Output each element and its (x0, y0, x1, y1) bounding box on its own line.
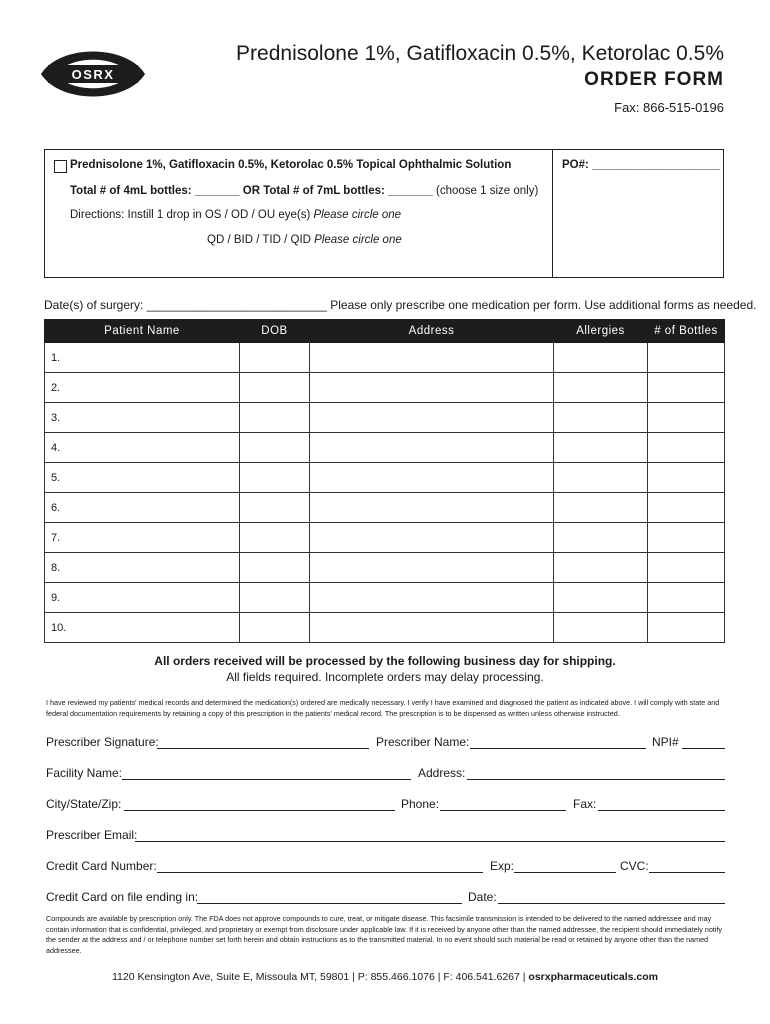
allergies-cell[interactable] (554, 583, 648, 613)
circle-note: Please circle one (313, 209, 402, 221)
dob-cell[interactable] (240, 613, 310, 643)
bottles-cell[interactable] (648, 493, 725, 523)
date-label: Date: (468, 890, 497, 904)
allergies-cell[interactable] (554, 433, 648, 463)
allergies-cell[interactable] (554, 613, 648, 643)
directions (70, 209, 401, 221)
allergies-cell[interactable] (554, 463, 648, 493)
patient-name-cell[interactable]: 7. (45, 523, 240, 553)
patient-name-cell[interactable]: 6. (45, 493, 240, 523)
table-row (45, 553, 725, 583)
allergies-cell[interactable] (554, 343, 648, 373)
facility-label: Facility Name: (46, 766, 123, 780)
circle-note-2: Please circle one (314, 234, 402, 246)
cc-file-label: Credit Card on file ending in: (46, 890, 199, 904)
address-cell[interactable] (310, 403, 554, 433)
fax-number: Fax: 866-515-0196 (614, 100, 724, 115)
address-label: Address: (418, 766, 466, 780)
table-row (45, 403, 725, 433)
dob-cell[interactable] (240, 343, 310, 373)
table-row (45, 583, 725, 613)
order-box (44, 149, 724, 278)
npi-label: NPI# (652, 735, 679, 749)
cc-file-field[interactable] (197, 903, 462, 904)
choose-note: (choose 1 size only) (436, 185, 539, 197)
email-field[interactable] (135, 841, 725, 842)
surgery-date-field[interactable]: Date(s) of surgery: ___________________________ (44, 298, 327, 312)
table-row (45, 463, 725, 493)
one-medication-note: Please only prescribe one medication per form. Use additional forms as needed. (330, 298, 757, 312)
date-field[interactable] (498, 903, 725, 904)
patient-name-cell[interactable]: 3. (45, 403, 240, 433)
header-dob: DOB (240, 320, 310, 343)
required-notice: All fields required. Incomplete orders may delay processing. (226, 670, 544, 684)
bottles-cell[interactable] (648, 343, 725, 373)
footer-website-link[interactable]: osrxpharmaceuticals.com (528, 971, 658, 983)
bottles-cell[interactable] (648, 403, 725, 433)
address-cell[interactable] (310, 583, 554, 613)
frequency (207, 234, 402, 246)
dob-cell[interactable] (240, 493, 310, 523)
fax-label: Fax: (573, 797, 597, 811)
frequency-options[interactable]: QD / BID / TID / QID (207, 234, 311, 246)
bottles-cell[interactable] (648, 433, 725, 463)
dob-cell[interactable] (240, 373, 310, 403)
exp-field[interactable] (514, 872, 616, 873)
dob-cell[interactable] (240, 583, 310, 613)
patient-name-cell[interactable]: 2. (45, 373, 240, 403)
osrx-logo (38, 38, 148, 110)
product-checkbox[interactable] (54, 160, 67, 173)
bottles-cell[interactable] (648, 583, 725, 613)
table-row (45, 433, 725, 463)
form-title: Prednisolone 1%, Gatifloxacin 0.5%, Ketorolac 0.5% (236, 42, 724, 65)
address-cell[interactable] (310, 373, 554, 403)
address-cell[interactable] (310, 433, 554, 463)
address-field[interactable] (467, 779, 725, 780)
total-7ml-field[interactable]: OR Total # of 7mL bottles: _______ (242, 185, 433, 197)
header-bottles: # of Bottles (648, 320, 725, 343)
city-label: City/State/Zip: (46, 797, 122, 811)
directions-label[interactable]: Directions: Instill 1 drop in OS / OD / OU eye(s) (70, 209, 311, 221)
signature-field[interactable] (157, 748, 369, 749)
email-label: Prescriber Email: (46, 828, 138, 842)
allergies-cell[interactable] (554, 493, 648, 523)
patient-table (44, 319, 725, 643)
table-row (45, 523, 725, 553)
po-number-field[interactable]: PO#: ____________________ (562, 159, 720, 171)
patient-name-cell[interactable]: 1. (45, 343, 240, 373)
address-cell[interactable] (310, 463, 554, 493)
order-box-divider (552, 150, 553, 277)
table-row (45, 343, 725, 373)
cc-number-field[interactable] (157, 872, 483, 873)
fax-field[interactable] (598, 810, 725, 811)
dob-cell[interactable] (240, 463, 310, 493)
table-row (45, 613, 725, 643)
allergies-cell[interactable] (554, 523, 648, 553)
address-cell[interactable] (310, 613, 554, 643)
patient-name-cell[interactable]: 10. (45, 613, 240, 643)
address-cell[interactable] (310, 523, 554, 553)
bottles-cell[interactable] (648, 463, 725, 493)
signature-label: Prescriber Signature: (46, 735, 159, 749)
patient-name-cell[interactable]: 4. (45, 433, 240, 463)
table-row (45, 493, 725, 523)
address-cell[interactable] (310, 553, 554, 583)
allergies-cell[interactable] (554, 403, 648, 433)
phone-label: Phone: (401, 797, 440, 811)
processing-notice: All orders received will be processed by the following business day for shipping. (154, 654, 616, 668)
dob-cell[interactable] (240, 433, 310, 463)
attestation-text: I have reviewed my patients' medical records and determined the medication(s) ordered are medically necessary. I verify I have examined and diagnosed the patient as indicated above. I will comply with state and federal documentation requirements by retaining a copy of this prescription in the patients' medical record. The prescription is to be dispensed as written unless otherwise instructed. (46, 698, 720, 718)
surgery-line (44, 298, 756, 312)
dob-cell[interactable] (240, 523, 310, 553)
address-cell[interactable] (310, 343, 554, 373)
header-allergies: Allergies (554, 320, 648, 343)
cvc-label: CVC: (620, 859, 649, 873)
facility-field[interactable] (122, 779, 411, 780)
product-name: Prednisolone 1%, Gatifloxacin 0.5%, Ketorolac 0.5% Topical Ophthalmic Solution (70, 159, 512, 171)
form-subtitle: ORDER FORM (584, 69, 724, 90)
dob-cell[interactable] (240, 553, 310, 583)
bottles-cell[interactable] (648, 373, 725, 403)
allergies-cell[interactable] (554, 373, 648, 403)
total-4ml-field[interactable]: Total # of 4mL bottles: _______ (70, 185, 240, 197)
npi-field[interactable] (682, 748, 725, 749)
exp-label: Exp: (490, 859, 515, 873)
prescriber-name-label: Prescriber Name: (376, 735, 470, 749)
patient-name-cell[interactable]: 5. (45, 463, 240, 493)
cvc-field[interactable] (649, 872, 725, 873)
footer-contact: 1120 Kensington Ave, Suite E, Missoula MT, 59801 | P: 855.466.1076 | F: 406.541.6267 | (112, 971, 529, 983)
allergies-cell[interactable] (554, 553, 648, 583)
address-cell[interactable] (310, 493, 554, 523)
bottles-cell[interactable] (648, 553, 725, 583)
table-row (45, 373, 725, 403)
header-patient-name: Patient Name (45, 320, 240, 343)
bottle-totals (70, 185, 538, 197)
phone-field[interactable] (440, 810, 566, 811)
bottles-cell[interactable] (648, 523, 725, 553)
patient-name-cell[interactable]: 9. (45, 583, 240, 613)
footer (0, 971, 770, 983)
city-field[interactable] (124, 810, 395, 811)
cc-number-label: Credit Card Number: (46, 859, 157, 873)
dob-cell[interactable] (240, 403, 310, 433)
table-header-row (45, 320, 725, 343)
header-address: Address (310, 320, 554, 343)
svg-text:OSRX: OSRX (71, 67, 115, 82)
disclaimer-text: Compounds are available by prescription only. The FDA does not approve compounds to cure, treat, or mitigate disease. This facsimile transmission is intended to be delivered to the named addressee and may contain information that is confidential, privileged, and proprietary or exempt from disclosure under applicable law. If it is received by anyone other than the named addressee, the recipient should immediately notify the sender at the address and / or telephone number set forth herein and obtain instructions as to the transmitted material. In no event should such material be read or retained by anyone other than the named addressee. (46, 914, 722, 955)
bottles-cell[interactable] (648, 613, 725, 643)
patient-name-cell[interactable]: 8. (45, 553, 240, 583)
prescriber-name-field[interactable] (470, 748, 646, 749)
